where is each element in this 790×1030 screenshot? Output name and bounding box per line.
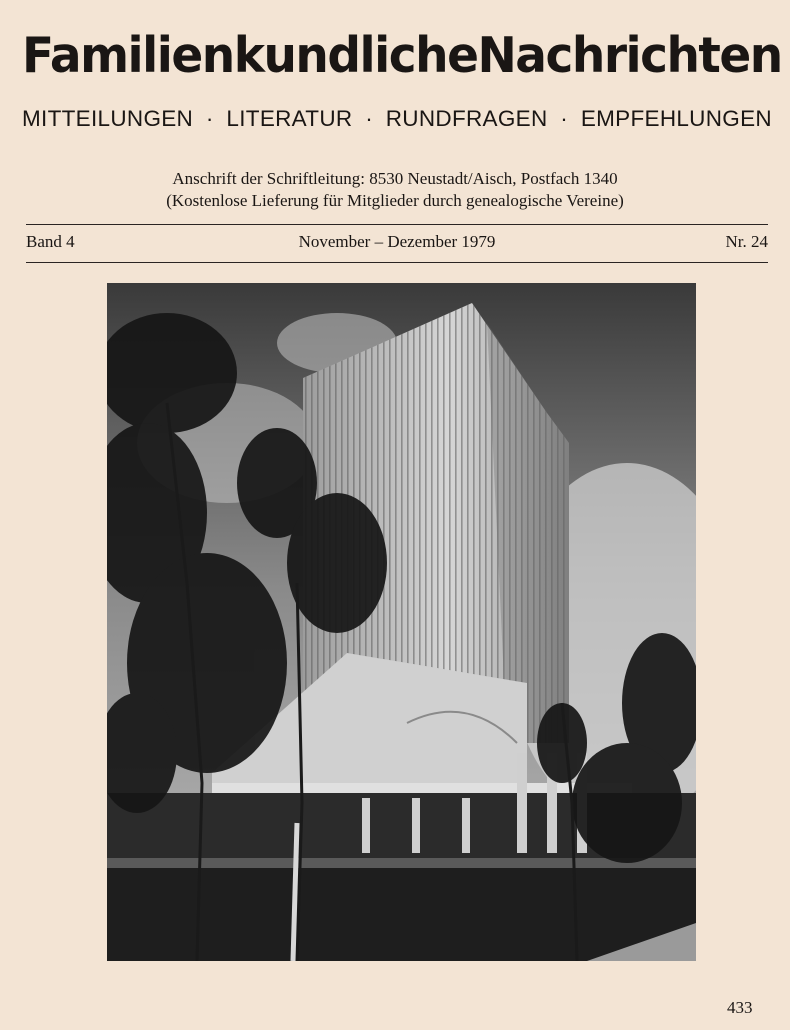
address-block: [0, 168, 790, 212]
subtitle-item: EMPFEHLUNGEN: [580, 106, 772, 131]
title-word-2: Nachrichten: [477, 26, 782, 85]
cover-photo-illustration: [107, 283, 696, 961]
cover-photo: [107, 283, 696, 961]
subtitle-item: MITTEILUNGEN: [22, 106, 194, 131]
address-line-2: (Kostenlose Lieferung für Mitglieder durch genealogische Vereine): [166, 191, 624, 210]
masthead-subtitle: [22, 106, 772, 132]
subtitle-item: RUNDFRAGEN: [385, 106, 548, 131]
subtitle-item: LITERATUR: [226, 106, 353, 131]
address-line-1: Anschrift der Schriftleitung: 8530 Neustadt/Aisch, Postfach 1340: [172, 169, 618, 188]
volume-label: Band 4: [26, 232, 75, 251]
issue-date: November – Dezember 1979: [298, 232, 496, 251]
subtitle-separator: ·: [205, 106, 214, 131]
masthead-title: [22, 26, 782, 85]
subtitle-separator: ·: [560, 106, 569, 131]
page-number: 433: [727, 998, 753, 1017]
bottom-rule: [26, 262, 768, 263]
title-word-1: Familienkundliche: [22, 26, 478, 85]
top-rule: [26, 224, 768, 225]
subtitle-separator: ·: [365, 106, 373, 131]
issue-number: Nr. 24: [725, 232, 768, 251]
